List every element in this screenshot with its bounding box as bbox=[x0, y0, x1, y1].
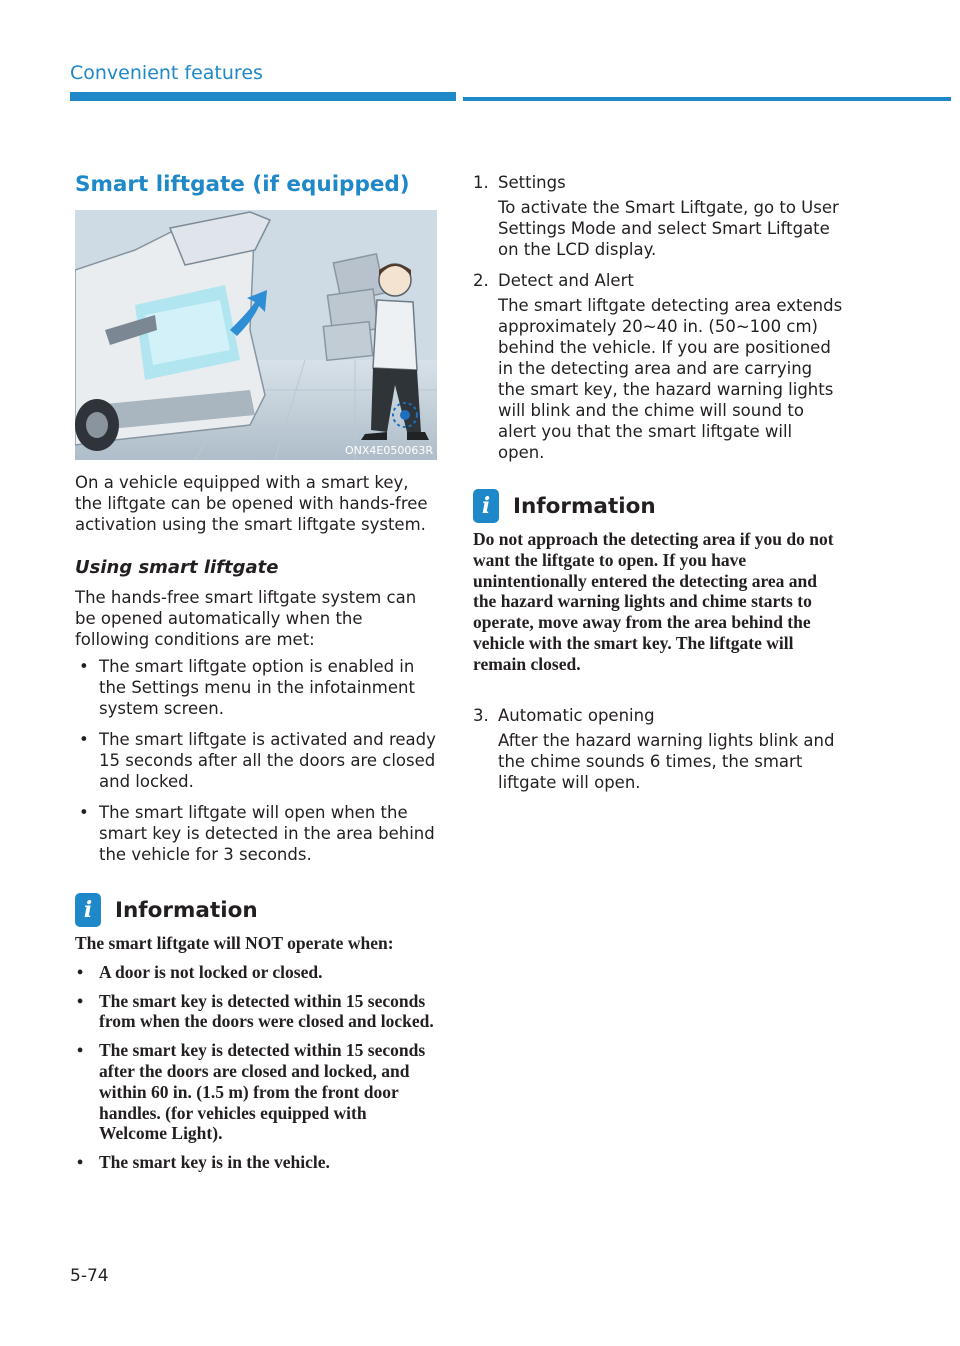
information-text: Do not approach the detecting area if you do not want the liftgate to open. If you have unintentionally entered the detecting area and the hazard warning lights and chime starts to operate, move away from the area behind the vehicle with the smart key. The liftgate will remain closed. bbox=[473, 529, 834, 674]
step-number: 2. bbox=[473, 271, 489, 290]
car-with-person-illustration bbox=[75, 210, 437, 460]
section-title: Smart liftgate (if equipped) bbox=[75, 172, 410, 197]
list-item: • The smart liftgate is activated and ready 15 seconds after all the doors are closed and locked. bbox=[75, 729, 437, 792]
info-icon: i bbox=[75, 893, 101, 927]
information-box bbox=[75, 893, 437, 1173]
information-title: Information bbox=[115, 897, 258, 923]
information-list bbox=[75, 962, 437, 1173]
step-description: To activate the Smart Liftgate, go to User Settings Mode and select Smart Liftgate on the LCD display. bbox=[498, 198, 839, 259]
step-description: After the hazard warning lights blink and the chime sounds 6 times, the smart liftgate will open. bbox=[498, 730, 835, 792]
intro-paragraph: On a vehicle equipped with a smart key, the liftgate can be opened with hands-free activation using the smart liftgate system. bbox=[75, 473, 428, 534]
figure-code: ONX4E050063R bbox=[344, 444, 433, 457]
step-number: 3. bbox=[473, 705, 489, 725]
list-item: • The smart key is detected within 15 seconds from when the doors were closed and locked. bbox=[75, 991, 437, 1033]
step-title: Settings bbox=[498, 173, 566, 192]
header-rule-thick bbox=[70, 92, 456, 101]
header-title: Convenient features bbox=[70, 62, 263, 84]
steps-list bbox=[473, 172, 843, 463]
information-lead: The smart liftgate will NOT operate when: bbox=[75, 933, 394, 953]
step-number: 1. bbox=[473, 173, 489, 192]
step-item bbox=[473, 172, 843, 260]
steps-list-continued bbox=[473, 705, 843, 793]
step-item bbox=[473, 270, 843, 463]
header-rule-thin bbox=[463, 97, 951, 101]
liftgate-illustration bbox=[75, 210, 437, 460]
left-column bbox=[75, 170, 437, 1173]
conditions-paragraph: The hands-free smart liftgate system can be opened automatically when the following conditions are met: bbox=[75, 588, 417, 649]
page-number: 5-74 bbox=[70, 1266, 109, 1286]
information-header bbox=[473, 489, 843, 523]
info-icon: i bbox=[473, 489, 499, 523]
information-title: Information bbox=[513, 493, 656, 519]
step-title: Detect and Alert bbox=[498, 271, 634, 290]
step-item bbox=[473, 705, 843, 793]
using-heading: Using smart liftgate bbox=[75, 557, 279, 578]
list-item: • The smart key is in the vehicle. bbox=[75, 1152, 437, 1173]
right-column bbox=[473, 172, 843, 803]
list-item: • A door is not locked or closed. bbox=[75, 962, 437, 983]
information-box bbox=[473, 489, 843, 675]
step-description: The smart liftgate detecting area extends approximately 20~40 in. (50~100 cm) behind the vehicle. If you are positioned in the detecting area and are carrying the smart key, the hazard warning lights will blink and the chime will sound to alert you that the smart liftgate will open. bbox=[498, 296, 843, 462]
list-item: • The smart liftgate will open when the smart key is detected in the area behind the vehicle for 3 seconds. bbox=[75, 802, 437, 865]
list-item: • The smart liftgate option is enabled in the Settings menu in the infotainment system screen. bbox=[75, 656, 437, 719]
list-item: • The smart key is detected within 15 seconds after the doors are closed and locked, and within 60 in. (1.5 m) from the front door handles. (for vehicles equipped with Welcome Light). bbox=[75, 1040, 437, 1144]
information-header bbox=[75, 893, 437, 927]
step-title: Automatic opening bbox=[498, 705, 655, 725]
conditions-list bbox=[75, 656, 437, 865]
